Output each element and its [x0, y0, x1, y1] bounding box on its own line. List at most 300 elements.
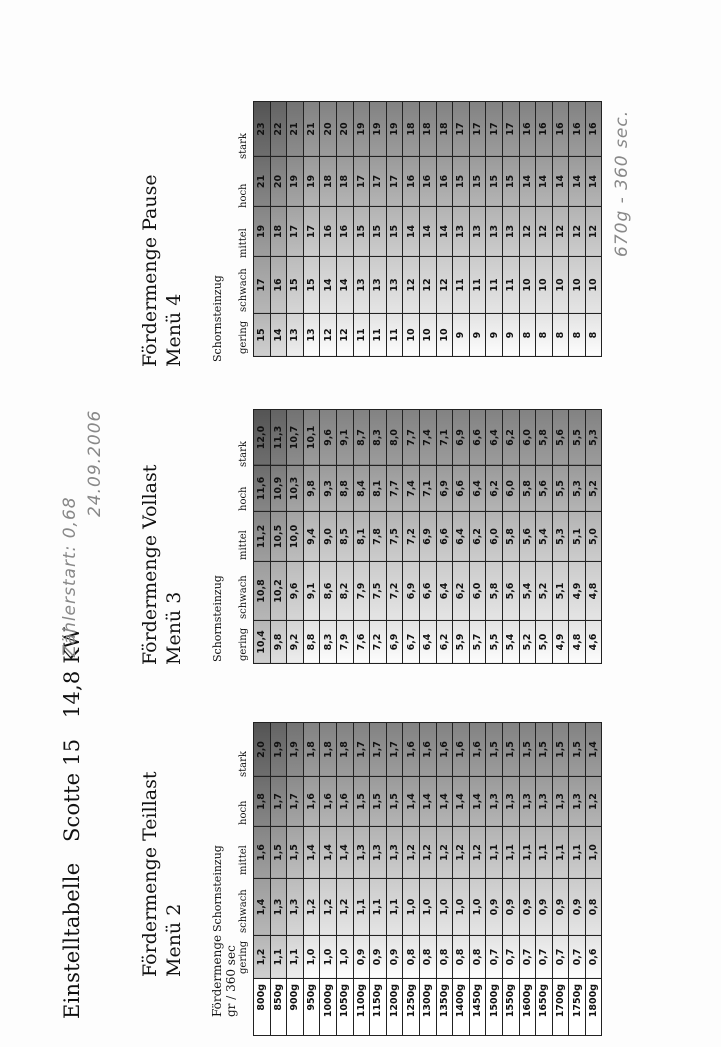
table-row — [552, 978, 569, 1036]
grams-cell: 1300g — [419, 978, 436, 1036]
table-cell: 1,3 — [486, 777, 503, 827]
table-cell: 17 — [303, 207, 320, 257]
table-cell: 15 — [287, 257, 304, 314]
table-cell: 14 — [320, 257, 337, 314]
table-cell: 6,4 — [436, 562, 453, 621]
table-cell: 6,6 — [469, 410, 486, 466]
table-cell: 6,4 — [419, 621, 436, 664]
table-cell: 16 — [403, 157, 420, 207]
table-cell: 6,0 — [469, 562, 486, 621]
table-cell: 4,8 — [585, 562, 602, 621]
col-header: mittel — [238, 845, 249, 875]
table-cell: 8,5 — [336, 512, 353, 562]
table-cell: 7,1 — [419, 466, 436, 512]
table-cell: 17 — [287, 207, 304, 257]
table-cell: 7,8 — [370, 512, 387, 562]
table-cell: 1,1 — [386, 879, 403, 936]
table-row — [502, 723, 519, 979]
subtitle-vollast: Schornsteinzug — [211, 575, 224, 662]
table-row — [386, 410, 403, 664]
table-cell: 14 — [436, 207, 453, 257]
table-cell: 1,1 — [270, 936, 287, 979]
table-cell: 0,8 — [585, 879, 602, 936]
table-cell: 14 — [336, 257, 353, 314]
col-header: schwach — [238, 268, 249, 312]
table-cell: 11 — [370, 314, 387, 357]
table-cell: 6,4 — [486, 410, 503, 466]
table-cell: 5,1 — [569, 512, 586, 562]
table-cell: 21 — [303, 102, 320, 157]
table-cell: 1,2 — [585, 777, 602, 827]
table-cell: 1,5 — [370, 777, 387, 827]
table-row — [403, 102, 420, 357]
table-cell: 9,8 — [270, 621, 287, 664]
table-cell: 7,7 — [403, 410, 420, 466]
table-row — [386, 723, 403, 979]
table-cell: 4,9 — [569, 562, 586, 621]
table-cell: 19 — [287, 157, 304, 207]
table-cell: 14 — [569, 157, 586, 207]
table-cell: 1,1 — [287, 936, 304, 979]
table-cell: 21 — [254, 157, 271, 207]
table-cell: 17 — [502, 102, 519, 157]
table-row — [287, 102, 304, 357]
subtitle-pause: Schornsteinzug — [211, 275, 224, 362]
table-cell: 12 — [552, 207, 569, 257]
table-cell: 0,9 — [536, 879, 553, 936]
table-cell: 5,3 — [569, 466, 586, 512]
table-cell: 8 — [585, 314, 602, 357]
table-cell: 18 — [270, 207, 287, 257]
table-cell: 0,9 — [502, 879, 519, 936]
table-cell: 0,7 — [569, 936, 586, 979]
table-cell: 19 — [254, 207, 271, 257]
table-cell: 7,5 — [386, 512, 403, 562]
col-header: schwach — [238, 889, 249, 933]
table-cell: 1,4 — [419, 777, 436, 827]
table-cell: 5,3 — [585, 410, 602, 466]
table-cell: 1,0 — [336, 936, 353, 979]
table-cell: 0,7 — [486, 936, 503, 979]
table-row — [353, 723, 370, 979]
table-row — [370, 410, 387, 664]
table-cell: 12 — [320, 314, 337, 357]
table-cell: 0,8 — [419, 936, 436, 979]
table-cell: 16 — [419, 157, 436, 207]
table-cell: 1,2 — [303, 879, 320, 936]
table-cell: 1,1 — [502, 827, 519, 879]
table-cell: 8 — [569, 314, 586, 357]
table-cell: 1,2 — [254, 936, 271, 979]
table-cell: 7,4 — [403, 466, 420, 512]
grams-cell: 1100g — [353, 978, 370, 1036]
table-row — [336, 102, 353, 357]
table-cell: 1,5 — [386, 777, 403, 827]
col-header: gering — [238, 627, 249, 661]
table-cell: 5,6 — [552, 410, 569, 466]
table-row — [303, 102, 320, 357]
table-cell: 1,0 — [419, 879, 436, 936]
table-cell: 0,7 — [502, 936, 519, 979]
table-row — [519, 410, 536, 664]
table-cell: 6,2 — [502, 410, 519, 466]
grams-column — [253, 977, 602, 1036]
table-cell: 5,4 — [502, 621, 519, 664]
table-cell: 0,9 — [386, 936, 403, 979]
table-cell: 8,0 — [386, 410, 403, 466]
table-cell: 1,6 — [403, 723, 420, 777]
table-row — [569, 410, 586, 664]
grams-cell: 1050g — [336, 978, 353, 1036]
table-cell: 6,9 — [386, 621, 403, 664]
table-cell: 1,3 — [370, 827, 387, 879]
table-cell: 5,0 — [536, 621, 553, 664]
table-cell: 8 — [552, 314, 569, 357]
table-cell: 1,1 — [486, 827, 503, 879]
table-cell: 10,1 — [303, 410, 320, 466]
table-row — [353, 410, 370, 664]
table-cell: 5,8 — [519, 466, 536, 512]
table-row — [436, 723, 453, 979]
table-cell: 19 — [386, 102, 403, 157]
table-teillast — [253, 722, 602, 979]
table-cell: 1,2 — [453, 827, 470, 879]
table-cell: 13 — [303, 314, 320, 357]
table-row — [486, 410, 503, 664]
table-cell: 0,9 — [370, 936, 387, 979]
col-header: stark — [238, 751, 249, 777]
grams-cell: 1400g — [453, 978, 470, 1036]
table-row — [469, 102, 486, 357]
table-cell: 10 — [552, 257, 569, 314]
table-cell: 15 — [370, 207, 387, 257]
section-title-vollast: Fördermenge Vollast Menü 3 — [139, 464, 185, 665]
table-cell: 16 — [320, 207, 337, 257]
table-cell: 1,5 — [353, 777, 370, 827]
table-cell: 1,4 — [336, 827, 353, 879]
table-cell: 5,4 — [536, 512, 553, 562]
table-cell: 1,0 — [436, 879, 453, 936]
table-row — [536, 102, 553, 357]
table-row — [320, 102, 337, 357]
table-cell: 7,5 — [370, 562, 387, 621]
table-cell: 13 — [287, 314, 304, 357]
table-row — [287, 410, 304, 664]
table-cell: 1,9 — [287, 723, 304, 777]
table-cell: 18 — [336, 157, 353, 207]
table-row — [453, 410, 470, 664]
table-cell: 17 — [469, 102, 486, 157]
grams-cell: 800g — [254, 978, 271, 1036]
table-row — [552, 723, 569, 979]
table-cell: 10 — [585, 257, 602, 314]
table-row — [552, 102, 569, 357]
table-cell: 1,1 — [519, 827, 536, 879]
table-cell: 13 — [353, 257, 370, 314]
table-cell: 7,6 — [353, 621, 370, 664]
table-cell: 9,0 — [320, 512, 337, 562]
table-cell: 5,8 — [502, 512, 519, 562]
table-cell: 1,3 — [552, 777, 569, 827]
table-cell: 12 — [436, 257, 453, 314]
table-row — [370, 723, 387, 979]
table-row — [569, 102, 586, 357]
grams-cell: 1550g — [502, 978, 519, 1036]
table-cell: 5,6 — [536, 466, 553, 512]
table-cell: 0,7 — [519, 936, 536, 979]
col-header: hoch — [238, 800, 249, 825]
grams-cell: 1450g — [469, 978, 486, 1036]
col-header: gering — [238, 940, 249, 974]
table-row — [486, 102, 503, 357]
table-cell: 1,4 — [254, 879, 271, 936]
table-row — [552, 410, 569, 664]
table-cell: 5,3 — [552, 512, 569, 562]
handwritten-rate: 670g - 360 sec. — [612, 109, 632, 257]
table-row — [254, 102, 271, 357]
table-cell: 6,7 — [403, 621, 420, 664]
table-cell: 11 — [502, 257, 519, 314]
table-row — [419, 102, 436, 357]
table-cell: 0,8 — [403, 936, 420, 979]
table-row — [370, 102, 387, 357]
table-row — [569, 723, 586, 979]
table-cell: 1,7 — [353, 723, 370, 777]
table-cell: 1,2 — [436, 827, 453, 879]
table-cell: 11 — [386, 314, 403, 357]
table-cell: 1,5 — [270, 827, 287, 879]
table-cell: 18 — [403, 102, 420, 157]
table-cell: 13 — [502, 207, 519, 257]
col-header: schwach — [238, 575, 249, 619]
table-cell: 20 — [336, 102, 353, 157]
table-cell: 1,4 — [469, 777, 486, 827]
table-cell: 16 — [336, 207, 353, 257]
table-cell: 9 — [502, 314, 519, 357]
table-cell: 7,2 — [370, 621, 387, 664]
table-cell: 5,6 — [502, 562, 519, 621]
table-cell: 10,7 — [287, 410, 304, 466]
table-cell: 9,8 — [303, 466, 320, 512]
table-cell: 12 — [519, 207, 536, 257]
table-cell: 8,8 — [336, 466, 353, 512]
table-cell: 1,4 — [403, 777, 420, 827]
foerdermenge-label — [210, 935, 238, 1017]
table-cell: 1,5 — [569, 723, 586, 777]
table-cell: 5,9 — [453, 621, 470, 664]
grams-cell: 850g — [270, 978, 287, 1036]
table-cell: 11 — [353, 314, 370, 357]
table-cell: 16 — [552, 102, 569, 157]
table-cell: 0,9 — [569, 879, 586, 936]
table-cell: 12 — [585, 207, 602, 257]
table-row — [536, 723, 553, 979]
table-cell: 8 — [536, 314, 553, 357]
table-row — [502, 102, 519, 357]
col-header: gering — [238, 320, 249, 354]
table-cell: 8,8 — [303, 621, 320, 664]
table-cell: 12,0 — [254, 410, 271, 466]
table-row — [502, 410, 519, 664]
table-cell: 10,2 — [270, 562, 287, 621]
table-cell: 18 — [320, 157, 337, 207]
table-cell: 1,7 — [287, 777, 304, 827]
table-cell: 10 — [436, 314, 453, 357]
table-cell: 10 — [419, 314, 436, 357]
table-cell: 7,2 — [403, 512, 420, 562]
grams-cell: 1200g — [386, 978, 403, 1036]
col-header: stark — [238, 133, 249, 159]
table-cell: 1,6 — [453, 723, 470, 777]
table-row — [585, 723, 602, 979]
table-cell: 15 — [353, 207, 370, 257]
table-cell: 15 — [386, 207, 403, 257]
grams-cell: 1250g — [403, 978, 420, 1036]
table-cell: 1,1 — [552, 827, 569, 879]
table-cell: 13 — [486, 207, 503, 257]
table-cell: 0,9 — [519, 879, 536, 936]
table-row — [353, 978, 370, 1036]
col-header: hoch — [238, 486, 249, 511]
table-cell: 15 — [502, 157, 519, 207]
table-row — [320, 410, 337, 664]
table-row — [254, 410, 271, 664]
table-cell: 1,5 — [536, 723, 553, 777]
grams-cell: 1350g — [436, 978, 453, 1036]
table-cell: 1,3 — [287, 879, 304, 936]
table-cell: 14 — [519, 157, 536, 207]
table-cell: 1,1 — [353, 879, 370, 936]
table-cell: 0,8 — [453, 936, 470, 979]
table-cell: 1,0 — [453, 879, 470, 936]
table-cell: 6,9 — [436, 466, 453, 512]
table-row — [569, 978, 586, 1036]
foerdermenge-label-line2: gr / 360 sec — [224, 945, 238, 1017]
table-cell: 6,6 — [419, 562, 436, 621]
table-cell: 5,2 — [519, 621, 536, 664]
table-cell: 23 — [254, 102, 271, 157]
table-cell: 5,0 — [585, 512, 602, 562]
table-row — [353, 102, 370, 357]
table-cell: 10 — [519, 257, 536, 314]
table-cell: 1,0 — [585, 827, 602, 879]
table-row — [536, 410, 553, 664]
table-cell: 6,9 — [419, 512, 436, 562]
table-cell: 1,4 — [436, 777, 453, 827]
table-cell: 1,3 — [569, 777, 586, 827]
table-row — [536, 978, 553, 1036]
table-pause — [253, 101, 602, 357]
table-cell: 8,3 — [320, 621, 337, 664]
table-row — [386, 102, 403, 357]
table-cell: 11 — [453, 257, 470, 314]
table-cell: 10,5 — [270, 512, 287, 562]
table-cell: 5,7 — [469, 621, 486, 664]
table-cell: 1,6 — [469, 723, 486, 777]
table-cell: 4,6 — [585, 621, 602, 664]
table-cell: 18 — [436, 102, 453, 157]
table-cell: 11 — [486, 257, 503, 314]
grams-cell: 1600g — [519, 978, 536, 1036]
grams-cell: 1800g — [585, 978, 602, 1036]
table-row — [453, 978, 470, 1036]
table-cell: 1,2 — [336, 879, 353, 936]
table-cell: 9,6 — [320, 410, 337, 466]
table-row — [519, 102, 536, 357]
table-cell: 14 — [552, 157, 569, 207]
table-row — [453, 723, 470, 979]
table-row — [336, 723, 353, 979]
table-cell: 1,4 — [585, 723, 602, 777]
table-cell: 1,3 — [270, 879, 287, 936]
table-cell: 17 — [353, 157, 370, 207]
table-cell: 13 — [386, 257, 403, 314]
grams-cell: 1150g — [370, 978, 387, 1036]
table-cell: 11,2 — [254, 512, 271, 562]
table-cell: 6,9 — [403, 562, 420, 621]
table-cell: 9 — [486, 314, 503, 357]
table-cell: 16 — [585, 102, 602, 157]
table-cell: 12 — [569, 207, 586, 257]
table-row — [585, 410, 602, 664]
table-row — [469, 978, 486, 1036]
table-row — [386, 978, 403, 1036]
table-cell: 1,9 — [270, 723, 287, 777]
table-cell: 11 — [469, 257, 486, 314]
table-cell: 4,8 — [569, 621, 586, 664]
table-cell: 0,8 — [436, 936, 453, 979]
grams-cell: 1700g — [552, 978, 569, 1036]
table-row — [436, 410, 453, 664]
table-row — [303, 978, 320, 1036]
table-cell: 5,2 — [536, 562, 553, 621]
table-row — [303, 410, 320, 664]
table-cell: 7,9 — [353, 562, 370, 621]
section-title-teillast: Fördermenge Teillast Menü 2 — [139, 771, 185, 977]
table-cell: 6,0 — [519, 410, 536, 466]
table-cell: 15 — [469, 157, 486, 207]
table-cell: 10,8 — [254, 562, 271, 621]
table-row — [436, 102, 453, 357]
table-cell: 19 — [370, 102, 387, 157]
table-cell: 1,0 — [403, 879, 420, 936]
grams-cell: 1650g — [536, 978, 553, 1036]
table-cell: 1,2 — [469, 827, 486, 879]
table-cell: 15 — [486, 157, 503, 207]
table-cell: 0,7 — [552, 936, 569, 979]
table-cell: 19 — [353, 102, 370, 157]
table-cell: 17 — [254, 257, 271, 314]
table-cell: 6,4 — [469, 466, 486, 512]
table-cell: 6,0 — [486, 512, 503, 562]
table-cell: 1,4 — [453, 777, 470, 827]
table-cell: 9 — [469, 314, 486, 357]
table-row — [287, 978, 304, 1036]
table-cell: 7,1 — [436, 410, 453, 466]
table-cell: 17 — [486, 102, 503, 157]
table-cell: 5,2 — [585, 466, 602, 512]
table-cell: 1,3 — [502, 777, 519, 827]
table-cell: 0,6 — [585, 936, 602, 979]
table-cell: 18 — [419, 102, 436, 157]
table-cell: 12 — [536, 207, 553, 257]
table-cell: 9 — [453, 314, 470, 357]
table-cell: 1,4 — [320, 827, 337, 879]
col-header: stark — [238, 441, 249, 467]
table-cell: 8,2 — [336, 562, 353, 621]
table-cell: 5,8 — [536, 410, 553, 466]
table-row — [486, 723, 503, 979]
